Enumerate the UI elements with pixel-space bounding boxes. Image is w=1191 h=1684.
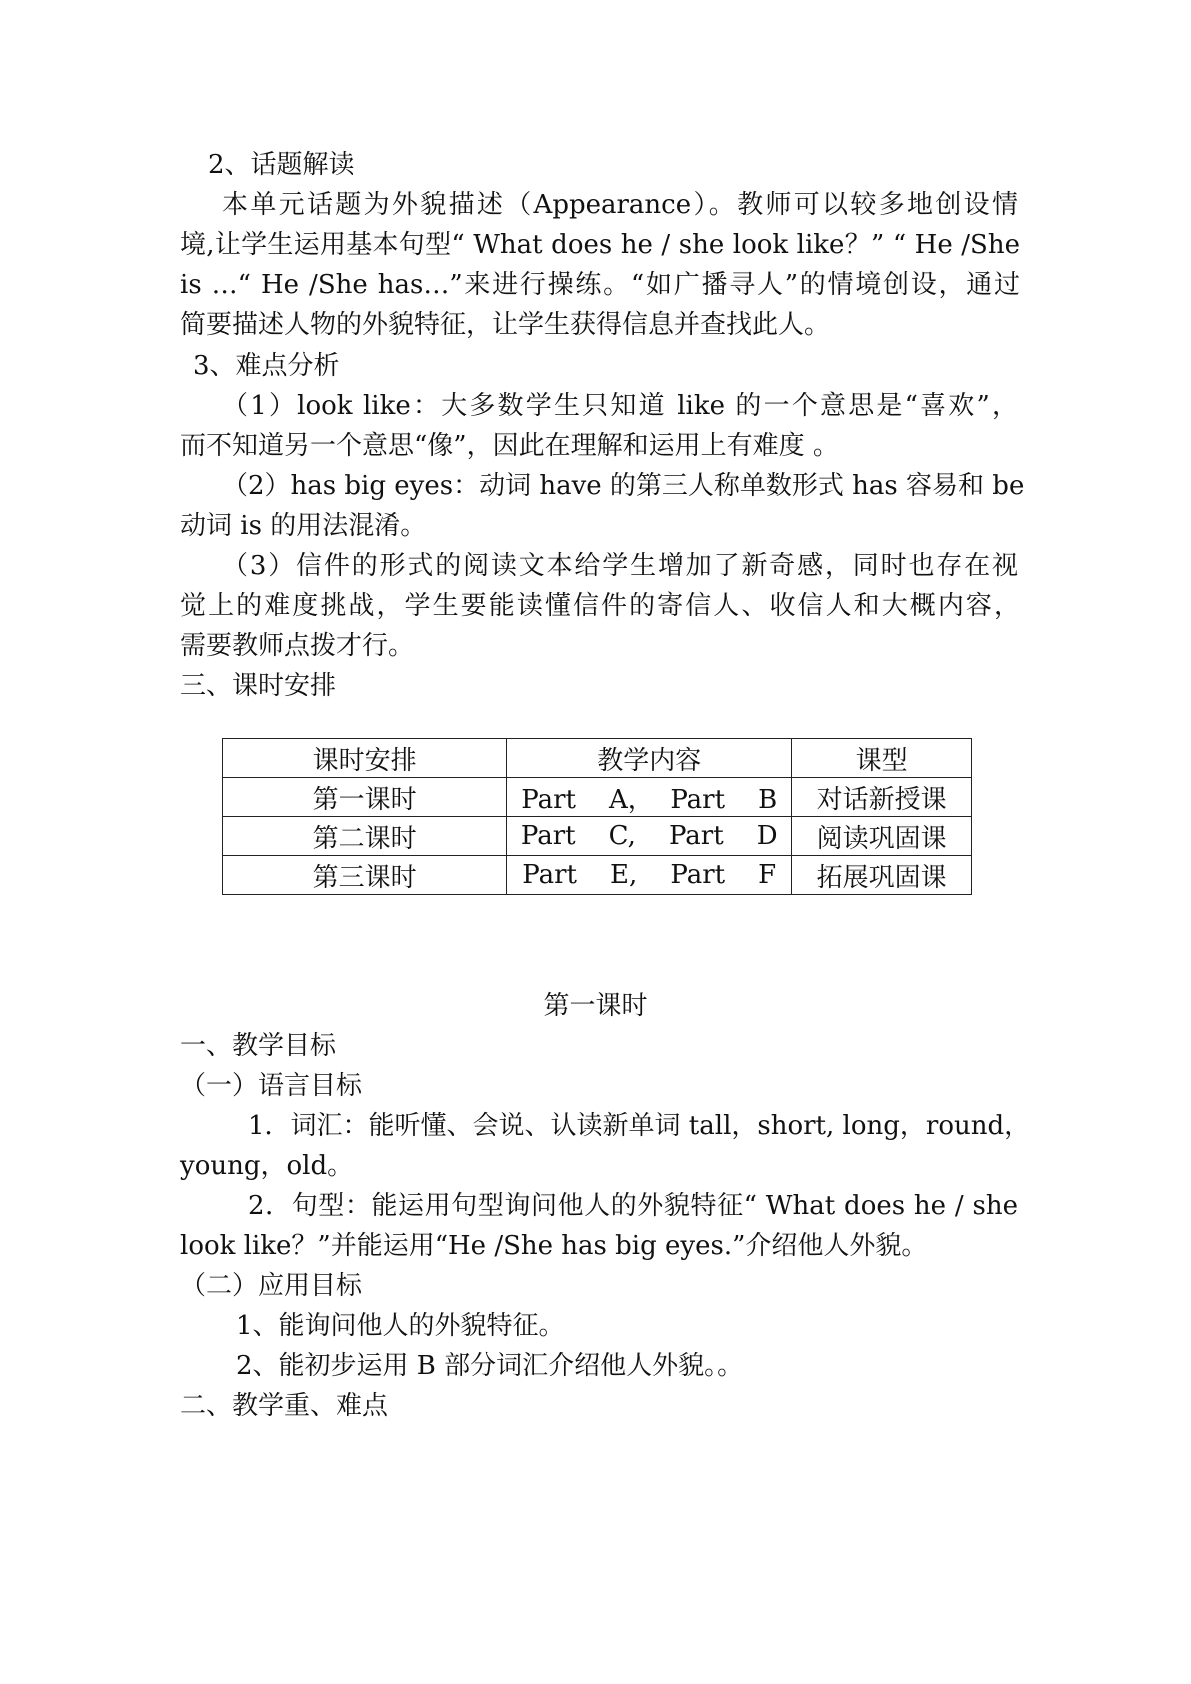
table-row [223,778,972,817]
table-cell: Part A， Part B [507,778,792,817]
section-heading-topic: 2、话题解读 [208,150,355,180]
paragraph-line: young，old。 [180,1151,354,1181]
column-header: 教学内容 [507,739,792,778]
paragraph-line: 觉上的难度挑战，学生要能读懂信件的寄信人、收信人和大概内容， [180,591,1020,621]
section-heading-keypoints: 二、教学重、难点 [180,1391,389,1421]
paragraph-line: 2．句型：能运用句型询问他人的外貌特征“ What does he / she [248,1191,1018,1221]
paragraph-line: look like？”并能运用“He /She has big eyes.”介绍他人外貌。 [180,1231,928,1261]
table-cell: 对话新授课 [792,778,972,817]
table-row [223,817,972,856]
paragraph-line: is …“ He /She has…”来进行操练。“如广播寻人”的情境创设，通过 [180,270,1020,300]
paragraph-line: 本单元话题为外貌描述（Appearance）。教师可以较多地创设情 [222,190,1018,220]
paragraph-line: 动词 is 的用法混淆。 [180,511,427,541]
paragraph-line: （2）has big eyes：动词 have 的第三人称单数形式 has 容易和 be [222,471,1025,501]
table-cell: 第一课时 [223,778,507,817]
paragraph-line: 而不知道另一个意思“像”，因此在理解和运用上有难度 。 [180,431,839,461]
column-header: 课时安排 [223,739,507,778]
lesson-title: 第一课时 [543,991,648,1021]
table-header-row [223,739,972,778]
subsection-heading-language: （一）语言目标 [180,1071,363,1101]
table-cell: Part E, Part F [507,856,792,895]
paragraph-line: （1）look like：大多数学生只知道 like 的一个意思是“喜欢”， [222,391,1018,421]
table-cell: 阅读巩固课 [792,817,972,856]
list-item: 2、能初步运用 B 部分词汇介绍他人外貌。。 [236,1351,744,1381]
list-item: 1、能询问他人的外貌特征。 [236,1311,565,1341]
section-heading-goals: 一、教学目标 [180,1031,337,1061]
table-cell: 拓展巩固课 [792,856,972,895]
section-heading-schedule: 三、课时安排 [180,671,337,701]
paragraph-line: 需要教师点拨才行。 [180,631,415,661]
table-row [223,856,972,895]
section-heading-difficulty: 3、难点分析 [193,351,340,381]
paragraph-line: 简要描述人物的外貌特征，让学生获得信息并查找此人。 [180,310,831,340]
schedule-table [222,738,972,895]
subsection-heading-application: （二）应用目标 [180,1271,363,1301]
column-header: 课型 [792,739,972,778]
table-cell: 第三课时 [223,856,507,895]
table-cell: 第二课时 [223,817,507,856]
table-cell: Part C, Part D [507,817,792,856]
paragraph-line: （3）信件的形式的阅读文本给学生增加了新奇感，同时也存在视 [222,551,1018,581]
paragraph-line: 境,让学生运用基本句型“ What does he / she look like？” “ He /She [180,230,1020,260]
paragraph-line: 1．词汇：能听懂、会说、认读新单词 tall，short, long，round， [248,1111,1031,1141]
